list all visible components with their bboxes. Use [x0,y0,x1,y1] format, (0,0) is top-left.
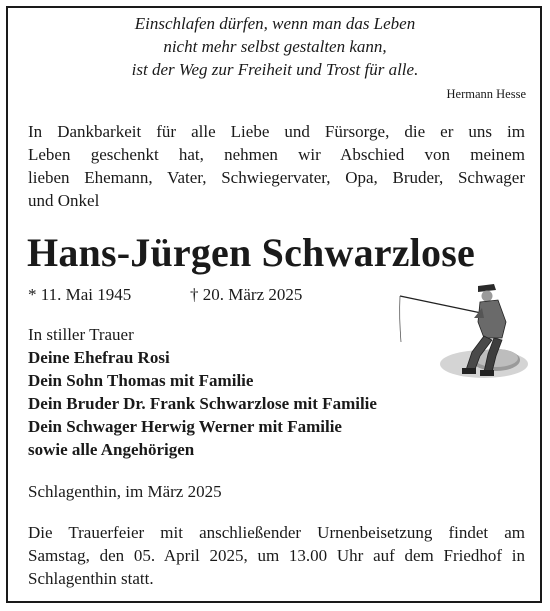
mourners-list [28,323,377,461]
mourner-line: Dein Schwager Herwig Werner mit Familie [28,417,342,436]
intro-line: und Onkel [28,191,100,210]
ceremony-text [28,521,525,590]
quote-line: ist der Weg zur Freiheit und Trost für alle. [131,60,419,79]
deceased-name: Hans-Jürgen Schwarzlose [27,230,475,275]
mourner-line: Dein Bruder Dr. Frank Schwarzlose mit Familie [28,394,377,413]
place-date: Schlagenthin, im März 2025 [28,482,222,501]
ceremony-line: Die Trauerfeier mit anschließender Urnenbeisetzung findet am [28,523,525,542]
mourners-heading: In stiller Trauer [28,325,134,344]
ceremony-line: Schlagenthin statt. [28,569,154,588]
intro-line: lieben Ehemann, Vater, Schwiegervater, Opa, Bruder, Schwager [28,168,525,187]
intro-text [28,120,525,212]
quote [0,12,550,81]
intro-line: In Dankbarkeit für alle Liebe und Fürsorge, die er uns im [28,122,525,141]
ceremony-line: Samstag, den 05. April 2025, um 13.00 Uhr auf dem Friedhof in [28,546,525,565]
quote-line: nicht mehr selbst gestalten kann, [163,37,387,56]
quote-author: Hermann Hesse [446,87,526,101]
intro-line: Leben geschenkt hat, nehmen wir Abschied von meinem [28,145,525,164]
death-date: † 20. März 2025 [190,285,303,304]
quote-line: Einschlafen dürfen, wenn man das Leben [134,14,416,33]
mourner-line: sowie alle Angehörigen [28,440,195,459]
mourner-line: Deine Ehefrau Rosi [28,348,170,367]
birth-date: * 11. Mai 1945 [28,285,132,304]
angler-icon [398,278,530,388]
mourner-line: Dein Sohn Thomas mit Familie [28,371,254,390]
